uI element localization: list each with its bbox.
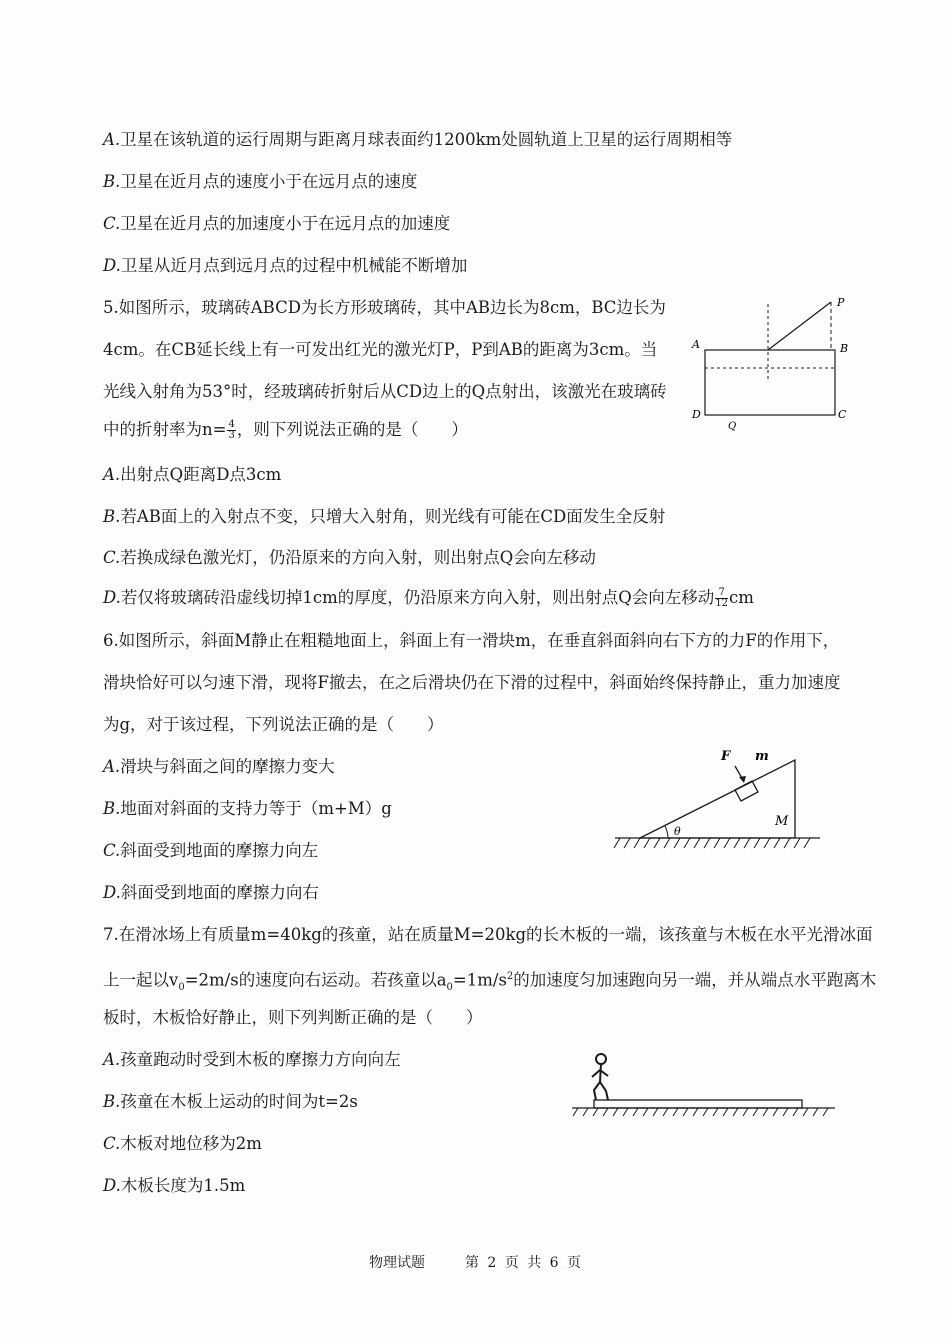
q4-option-c: C.卫星在近月点的加速度小于在远月点的加速度	[103, 214, 451, 233]
incline-figure	[610, 740, 825, 865]
label-P: P	[837, 296, 845, 309]
long-board	[594, 1100, 802, 1108]
q5-option-c: C.若换成绿色激光灯，仍沿原来的方向入射，则出射点Q会向左移动	[103, 548, 596, 567]
q7-stem-line2: 上一起以$v_0=2m/s$的速度向右运动。若孩童以$a_0=1m/s^2$的加速度匀加速跑向另一端，并从端点水平跑离木	[103, 970, 877, 993]
page-footer	[0, 1252, 950, 1272]
q7-option-a: A.孩童跑动时受到木板的摩擦力方向向左	[103, 1050, 401, 1069]
q7-option-c: C.木板对地位移为2m	[103, 1134, 262, 1153]
q5-option-d: D.若仅将玻璃砖沿虚线切掉1cm的厚度，仍沿原来方向入射，则出射点Q会向左移动 $\frac{7}{12}$ cm	[103, 587, 754, 609]
q4-option-d: D.卫星从近月点到远月点的过程中机械能不断增加	[103, 256, 468, 275]
glass-brick-figure	[688, 292, 858, 432]
child-board-figure	[570, 1050, 840, 1125]
q6-stem-line1: 6.如图所示，斜面M静止在粗糙地面上，斜面上有一滑块m，在垂直斜面斜向右下方的力F的作用下，	[103, 631, 840, 650]
ground-hatching	[614, 838, 810, 848]
q6-option-a: A.滑块与斜面之间的摩擦力变大	[103, 757, 335, 776]
angle-arc	[665, 826, 668, 838]
q5-option-b: B.若AB面上的入射点不变，只增大入射角，则光线有可能在CD面发生全反射	[103, 507, 666, 526]
ice-hatching	[573, 1108, 828, 1116]
q5-stem-line4: 中的折射率为n= $\frac{4}{3}$ ，则下列说法正确的是（ ）	[103, 419, 468, 441]
q6-option-d: D.斜面受到地面的摩擦力向右	[103, 883, 319, 902]
glass-brick-rect	[705, 350, 835, 415]
q6-option-b: B.地面对斜面的支持力等于（m+M）g	[103, 799, 392, 818]
label-theta: θ	[674, 825, 681, 838]
block-m	[735, 781, 758, 801]
q5-stem-line2: 4cm。在CB延长线上有一可发出红光的激光灯P，P到AB的距离为3cm。当	[103, 340, 658, 359]
q6-stem-line3: 为g，对于该过程，下列说法正确的是（ ）	[103, 715, 444, 734]
shift-fraction: $\frac{7}{12}$	[715, 587, 729, 609]
label-C: C	[838, 408, 847, 421]
label-F: F	[721, 749, 731, 764]
incline-wedge	[640, 760, 795, 838]
q5-option-a: A.出射点Q距离D点3cm	[103, 465, 282, 484]
footer-page-number: 第 2 页 共 6 页	[464, 1255, 582, 1271]
label-m: m	[755, 749, 769, 764]
q7-option-d: D.木板长度为1.5m	[103, 1176, 246, 1195]
q5-stem-line3: 光线入射角为53°时，经玻璃砖折射后从CD边上的Q点射出，该激光在玻璃砖	[103, 382, 667, 401]
label-Q: Q	[728, 421, 737, 432]
q4-option-b: B.卫星在近月点的速度小于在远月点的速度	[103, 172, 418, 191]
label-M: M	[775, 814, 789, 829]
child-figure	[592, 1054, 608, 1100]
q7-stem-line1: 7.在滑冰场上有质量m=40kg的孩童，站在质量M=20kg的长木板的一端，该孩童与木板在水平光滑冰面	[103, 925, 873, 944]
footer-subject: 物理试题	[368, 1255, 425, 1271]
laser-ray	[768, 302, 831, 350]
q7-stem-line3: 板时，木板恰好静止，则下列判断正确的是（ ）	[103, 1008, 483, 1027]
q7-option-b: B.孩童在木板上运动的时间为t=2s	[103, 1092, 358, 1111]
q6-stem-line2: 滑块恰好可以匀速下滑，现将F撤去，在之后滑块仍在下滑的过程中，斜面始终保持静止，重力加速度	[103, 673, 841, 692]
q4-option-a: A.卫星在该轨道的运行周期与距离月球表面约1200km处圆轨道上卫星的运行周期相等	[103, 130, 733, 149]
force-arrowhead	[739, 776, 746, 783]
label-A: A	[692, 338, 700, 351]
q5-stem-line1: 5.如图所示，玻璃砖ABCD为长方形玻璃砖，其中AB边长为8cm，BC边长为	[103, 298, 666, 317]
label-D: D	[692, 408, 701, 421]
refractive-index-fraction: $\frac{4}{3}$	[228, 419, 235, 441]
q6-option-c: C.斜面受到地面的摩擦力向左	[103, 841, 319, 860]
label-B: B	[840, 342, 849, 355]
